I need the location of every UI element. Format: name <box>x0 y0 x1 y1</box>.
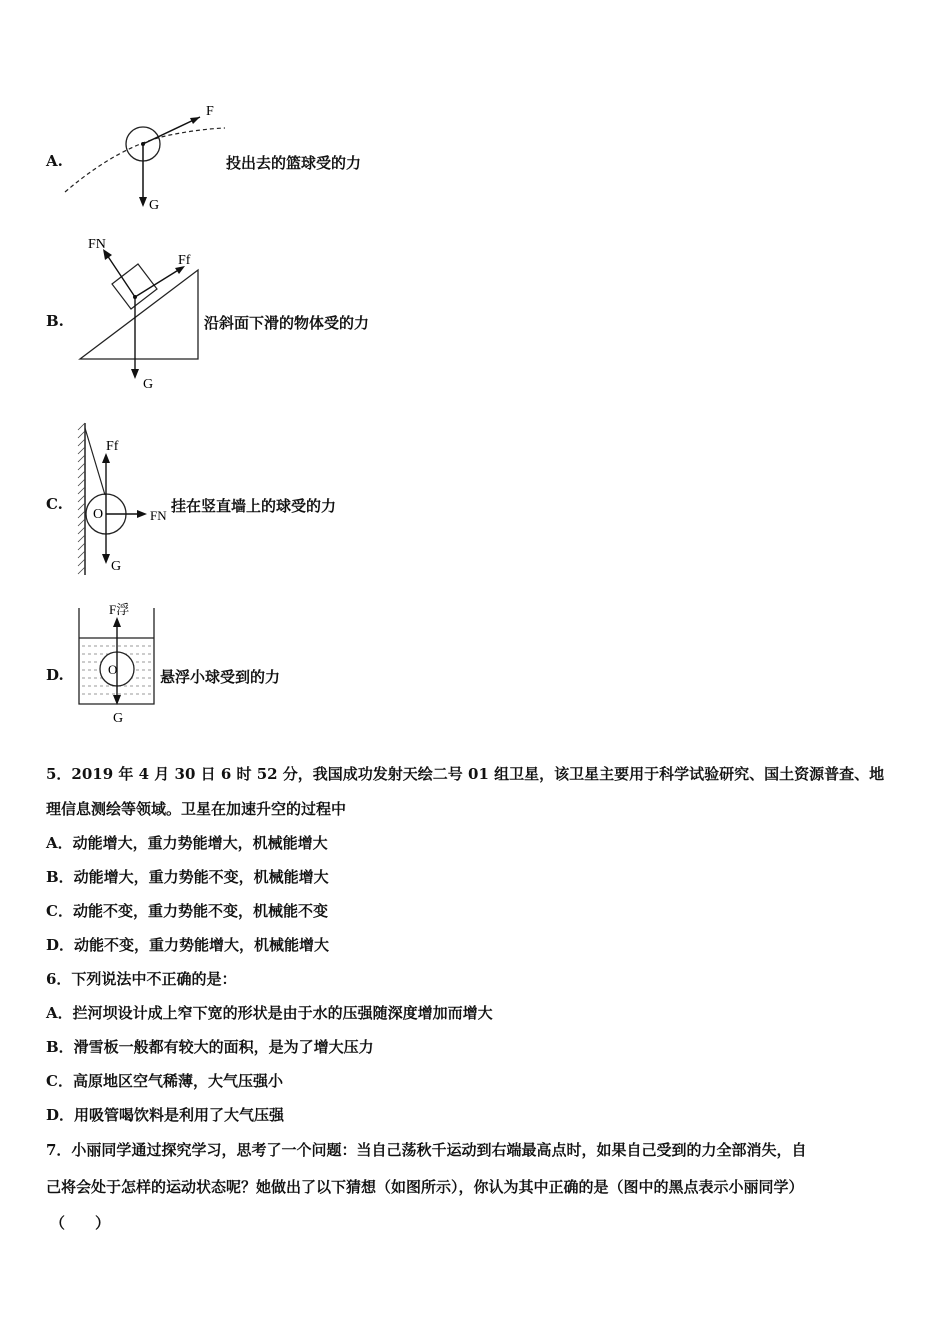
label-fn: FN <box>150 508 167 523</box>
label-fn: FN <box>88 237 106 252</box>
wall-hatching <box>78 423 85 574</box>
label-o: O <box>108 662 118 677</box>
force-f-arrowhead <box>190 117 200 124</box>
q5-option-d: D．动能不变，重力势能增大，机械能增大 <box>46 936 330 954</box>
incline-triangle <box>80 270 198 359</box>
label-o: O <box>93 507 104 522</box>
figure-a-caption: 投出去的篮球受的力 <box>226 154 362 172</box>
q7-answer-blank: （ ） <box>50 1214 111 1232</box>
friction-force-arrowhead <box>102 453 110 463</box>
q5-option-c: C．动能不变，重力势能不变，机械能不变 <box>46 902 328 920</box>
figure-a-basketball-diagram <box>60 95 235 220</box>
q6-option-d: D．用吸管喝饮料是利用了大气压强 <box>46 1106 285 1124</box>
figure-d-caption: 悬浮小球受到的力 <box>160 668 281 686</box>
label-f: F <box>206 104 214 119</box>
label-f-buoyancy: F浮 <box>109 602 130 617</box>
label-g: G <box>143 377 154 392</box>
figure-b-incline-diagram <box>75 232 210 392</box>
trajectory-curve <box>65 128 225 192</box>
option-c-letter: C. <box>46 495 63 513</box>
friction-force-arrow <box>135 269 180 297</box>
force-f-arrow <box>143 117 200 144</box>
label-g: G <box>113 711 124 726</box>
figure-c-wall-ball-diagram <box>72 420 177 580</box>
q5-option-b: B．动能增大，重力势能不变，机械能增大 <box>46 868 329 886</box>
q6-option-b: B．滑雪板一般都有较大的面积，是为了增大压力 <box>46 1038 374 1056</box>
figure-d-floating-ball-diagram <box>72 598 162 728</box>
normal-force-arrowhead <box>137 510 147 518</box>
figure-c-caption: 挂在竖直墙上的球受的力 <box>171 497 337 515</box>
gravity-arrowhead <box>139 197 147 207</box>
rope-line <box>85 428 105 495</box>
q6-option-a: A．拦河坝设计成上窄下宽的形状是由于水的压强随深度增加而增大 <box>46 1004 493 1022</box>
q5-option-a: A．动能增大，重力势能增大，机械能增大 <box>46 834 328 852</box>
gravity-arrowhead <box>131 369 139 379</box>
gravity-arrowhead <box>102 554 110 564</box>
option-d-letter: D. <box>46 666 64 684</box>
q5-stem-line2: 理信息测绘等领域。卫星在加速升空的过程中 <box>46 800 347 818</box>
buoyancy-arrowhead <box>113 617 121 627</box>
label-ff: Ff <box>106 439 119 454</box>
option-b-letter: B. <box>46 312 64 330</box>
option-a-letter: A. <box>46 152 63 170</box>
normal-force-arrow <box>107 255 135 297</box>
q6-stem: 6．下列说法中不正确的是： <box>46 970 237 988</box>
label-ff: Ff <box>178 253 191 268</box>
label-g: G <box>149 198 160 213</box>
label-g: G <box>111 559 122 574</box>
q7-stem-line2: 己将会处于怎样的运动状态呢？她做出了以下猜想（如图所示），你认为其中正确的是（图中的黑点表示小丽同学） <box>46 1178 804 1196</box>
q7-stem-line1: 7．小丽同学通过探究学习，思考了一个问题：当自己荡秋千运动到右端最高点时，如果自己受到的力全部消失，自 <box>46 1141 807 1159</box>
q5-stem-line1: 5．2019 年 4 月 30 日 6 时 52 分，我国成功发射天绘二号 01 组卫星，该卫星主要用于科学试验研究、国土资源普查、地 <box>46 765 885 783</box>
figure-b-caption: 沿斜面下滑的物体受的力 <box>204 314 370 332</box>
q6-option-c: C．高原地区空气稀薄，大气压强小 <box>46 1072 283 1090</box>
